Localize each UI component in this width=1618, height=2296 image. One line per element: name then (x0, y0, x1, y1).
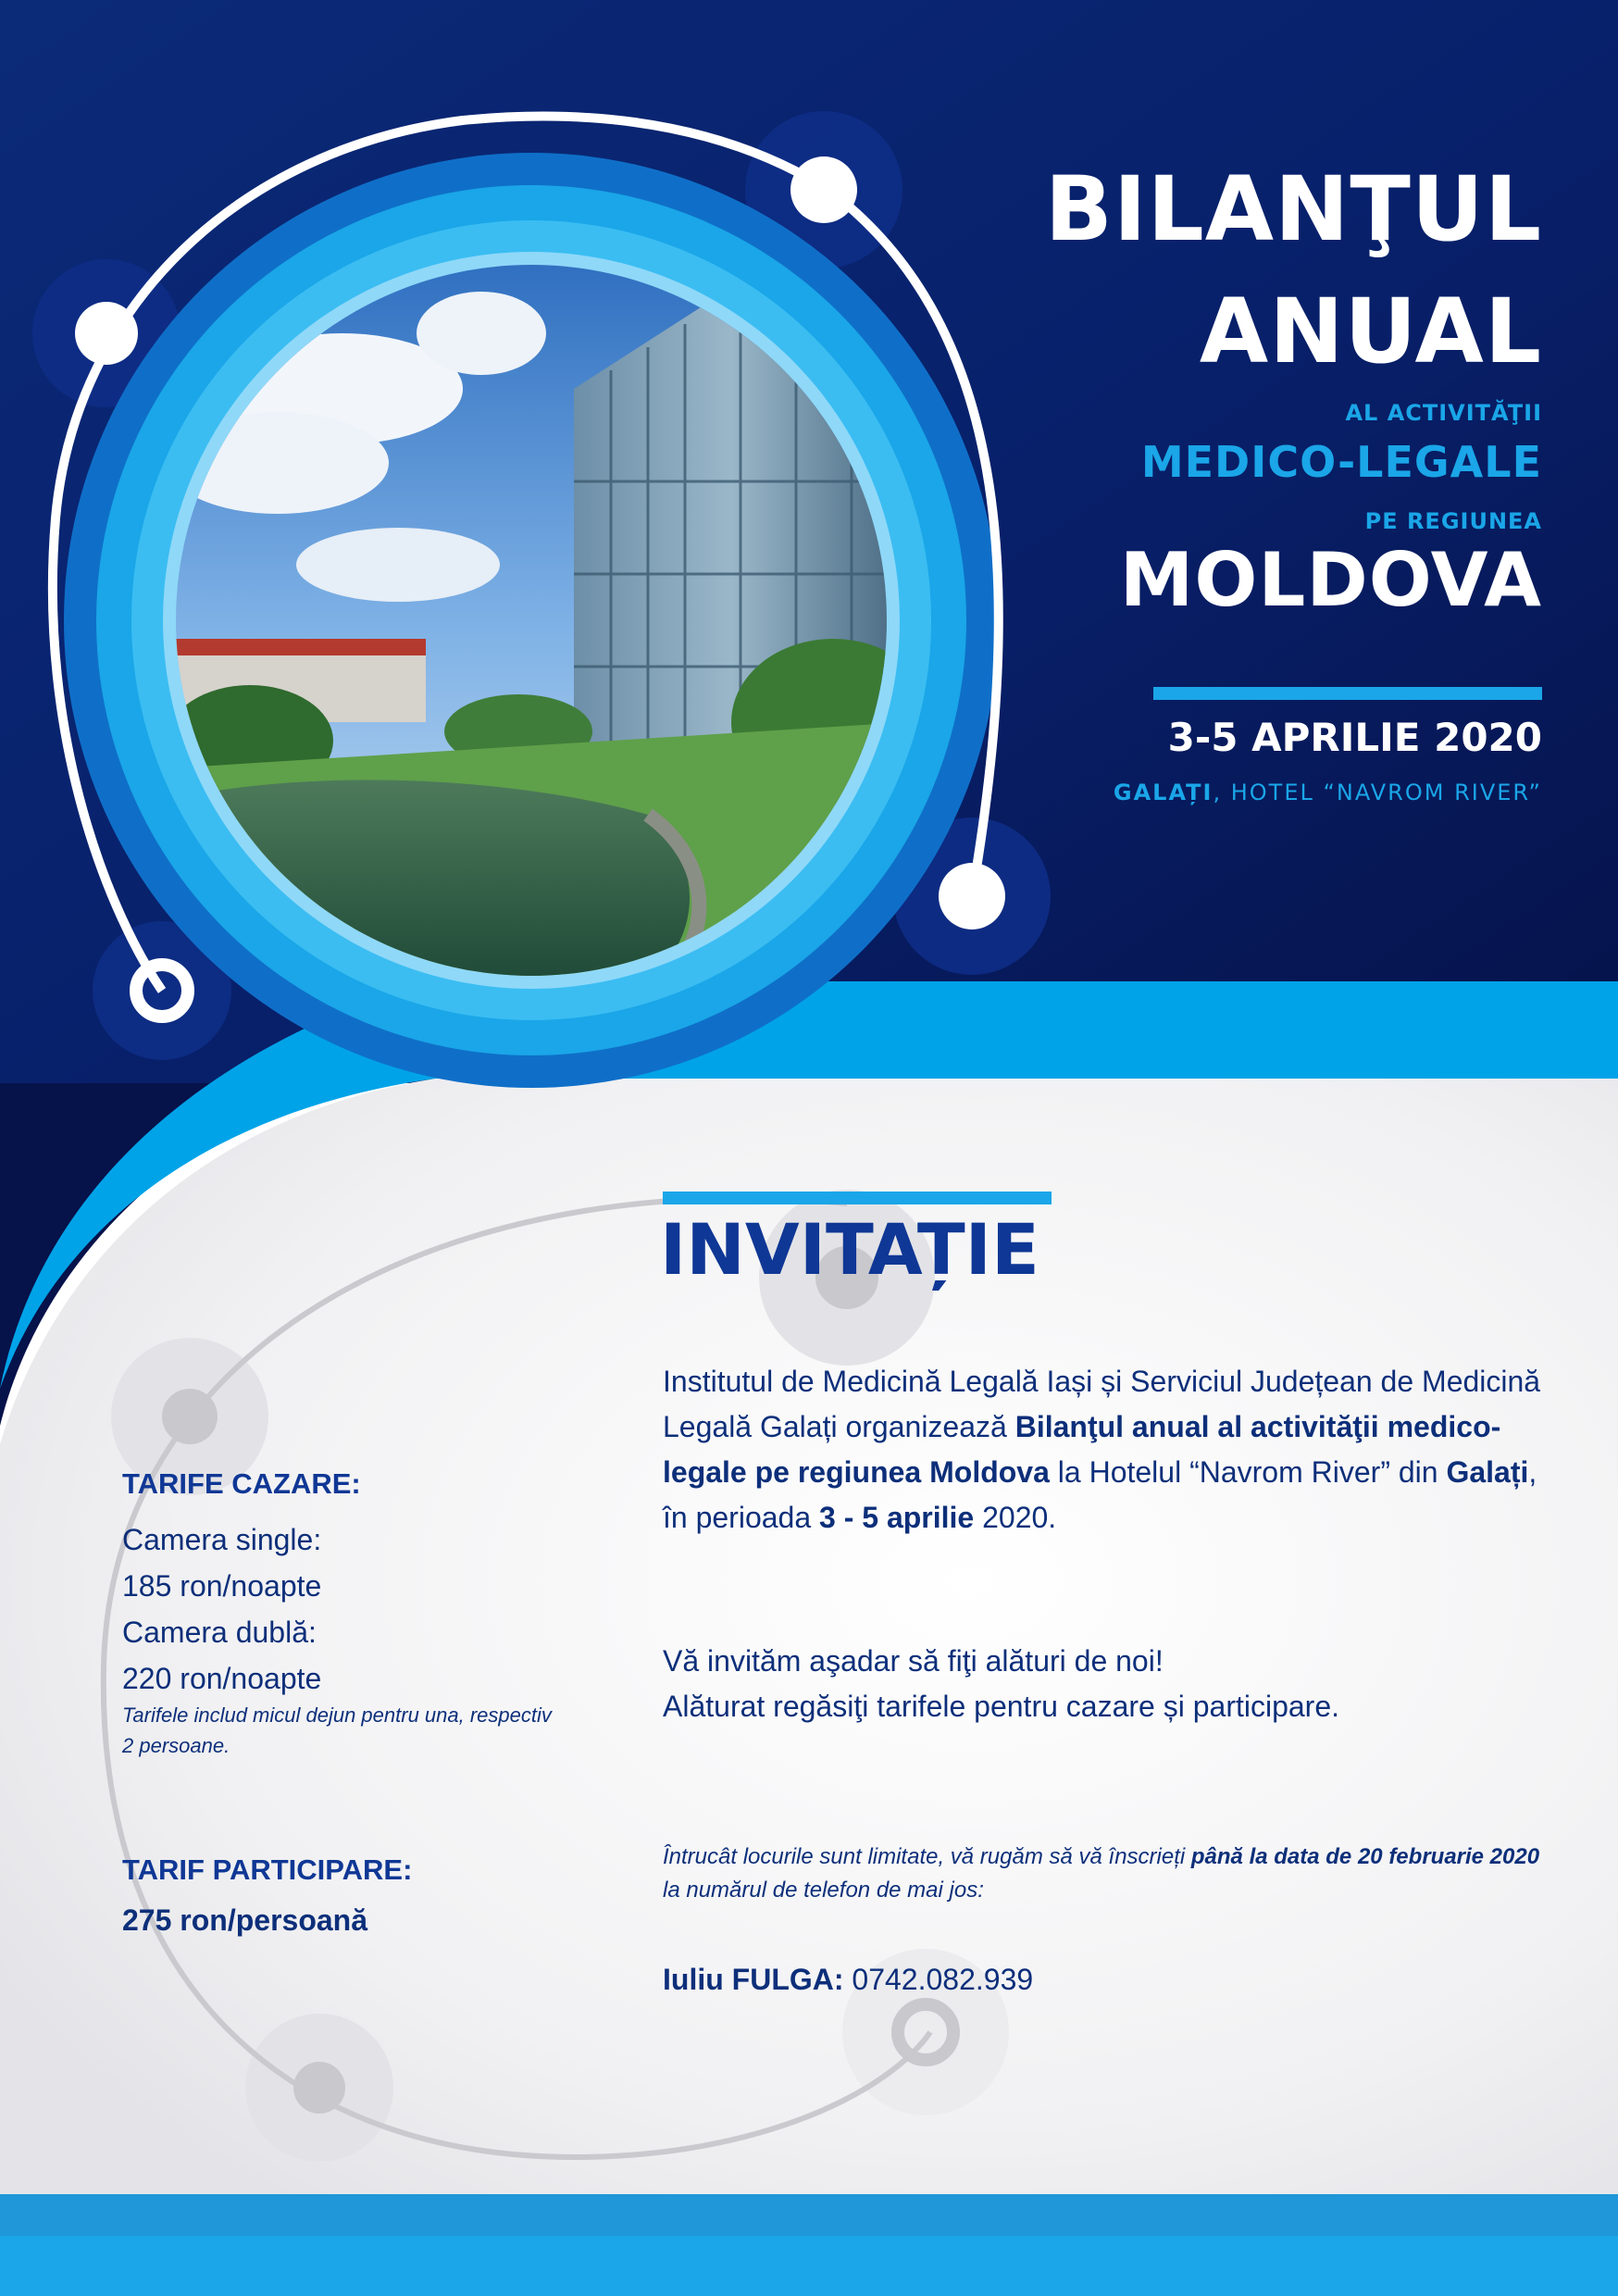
invitation-paragraph-1 (663, 1359, 1551, 1541)
event-location (1114, 780, 1542, 805)
double-room-price: 220 ron/noapte (122, 1662, 322, 1695)
p1-text-a: Institutul de Medicină Legală Iași și Serviciul Județean de Medicină Legală Galați organizează (663, 1365, 1541, 1443)
single-room-price: 185 ron/noapte (122, 1569, 322, 1603)
title-line-anual: ANUAL (1199, 280, 1542, 383)
p1-text-c: la Hotelul “Navrom River” din (1049, 1455, 1447, 1489)
p1-dates: 3 - 5 aprilie (819, 1501, 975, 1534)
contact-name: Iuliu FULGA: (663, 1963, 844, 1996)
double-room-label: Camera dublă: (122, 1616, 317, 1649)
p1-city: Galați (1446, 1455, 1529, 1489)
p1-year: 2020. (974, 1501, 1057, 1534)
p2-line-2: Alăturat regăsiţi tarifele pentru cazare și participare. (663, 1690, 1340, 1723)
event-city: GALAȚI (1113, 780, 1214, 805)
title-line-al-activitatii: AL ACTIVITĂŢII (1345, 400, 1542, 426)
event-place: , HOTEL “NAVROM RIVER” (1213, 780, 1542, 805)
title-line-pe-regiunea: PE REGIUNEA (1364, 508, 1542, 534)
contact-phone: 0742.082.939 (843, 1963, 1034, 1996)
participation-price: 275 ron/persoană (122, 1903, 367, 1937)
p2-line-1: Vă invităm aşadar să fiţi alături de noi! (663, 1644, 1164, 1678)
title-line-bilantul: BILANŢUL (1044, 157, 1542, 261)
title-line-moldova: MOLDOVA (1119, 537, 1542, 623)
contact-line (663, 1963, 1033, 1997)
invitation-paragraph-2 (663, 1639, 1551, 1729)
note-deadline: până la data de 20 februarie 2020 (1190, 1844, 1540, 1869)
note-text-c: la numărul de telefon de mai jos: (663, 1878, 984, 1903)
invitation-heading: INVITAȚIE (660, 1208, 1039, 1291)
title-line-medico-legale: MEDICO-LEGALE (1140, 437, 1542, 487)
note-text-a: Întrucât locurile sunt limitate, vă rugăm să vă înscrieți (663, 1844, 1191, 1869)
p1-text-e: , în perioada (663, 1455, 1537, 1534)
registration-note (663, 1841, 1551, 1907)
tarif-participare-heading: TARIF PARTICIPARE: (122, 1853, 413, 1886)
event-date: 3-5 APRILIE 2020 (1167, 715, 1542, 760)
tarife-cazare-heading: TARIFE CAZARE: (122, 1467, 361, 1500)
single-room-label: Camera single: (122, 1523, 322, 1556)
tariff-note: Tarifele includ micul dejun pentru una, respectiv 2 persoane. (122, 1703, 552, 1757)
p1-event-name: Bilanţul anual al activităţii medico-legale pe regiunea Moldova (663, 1410, 1501, 1489)
